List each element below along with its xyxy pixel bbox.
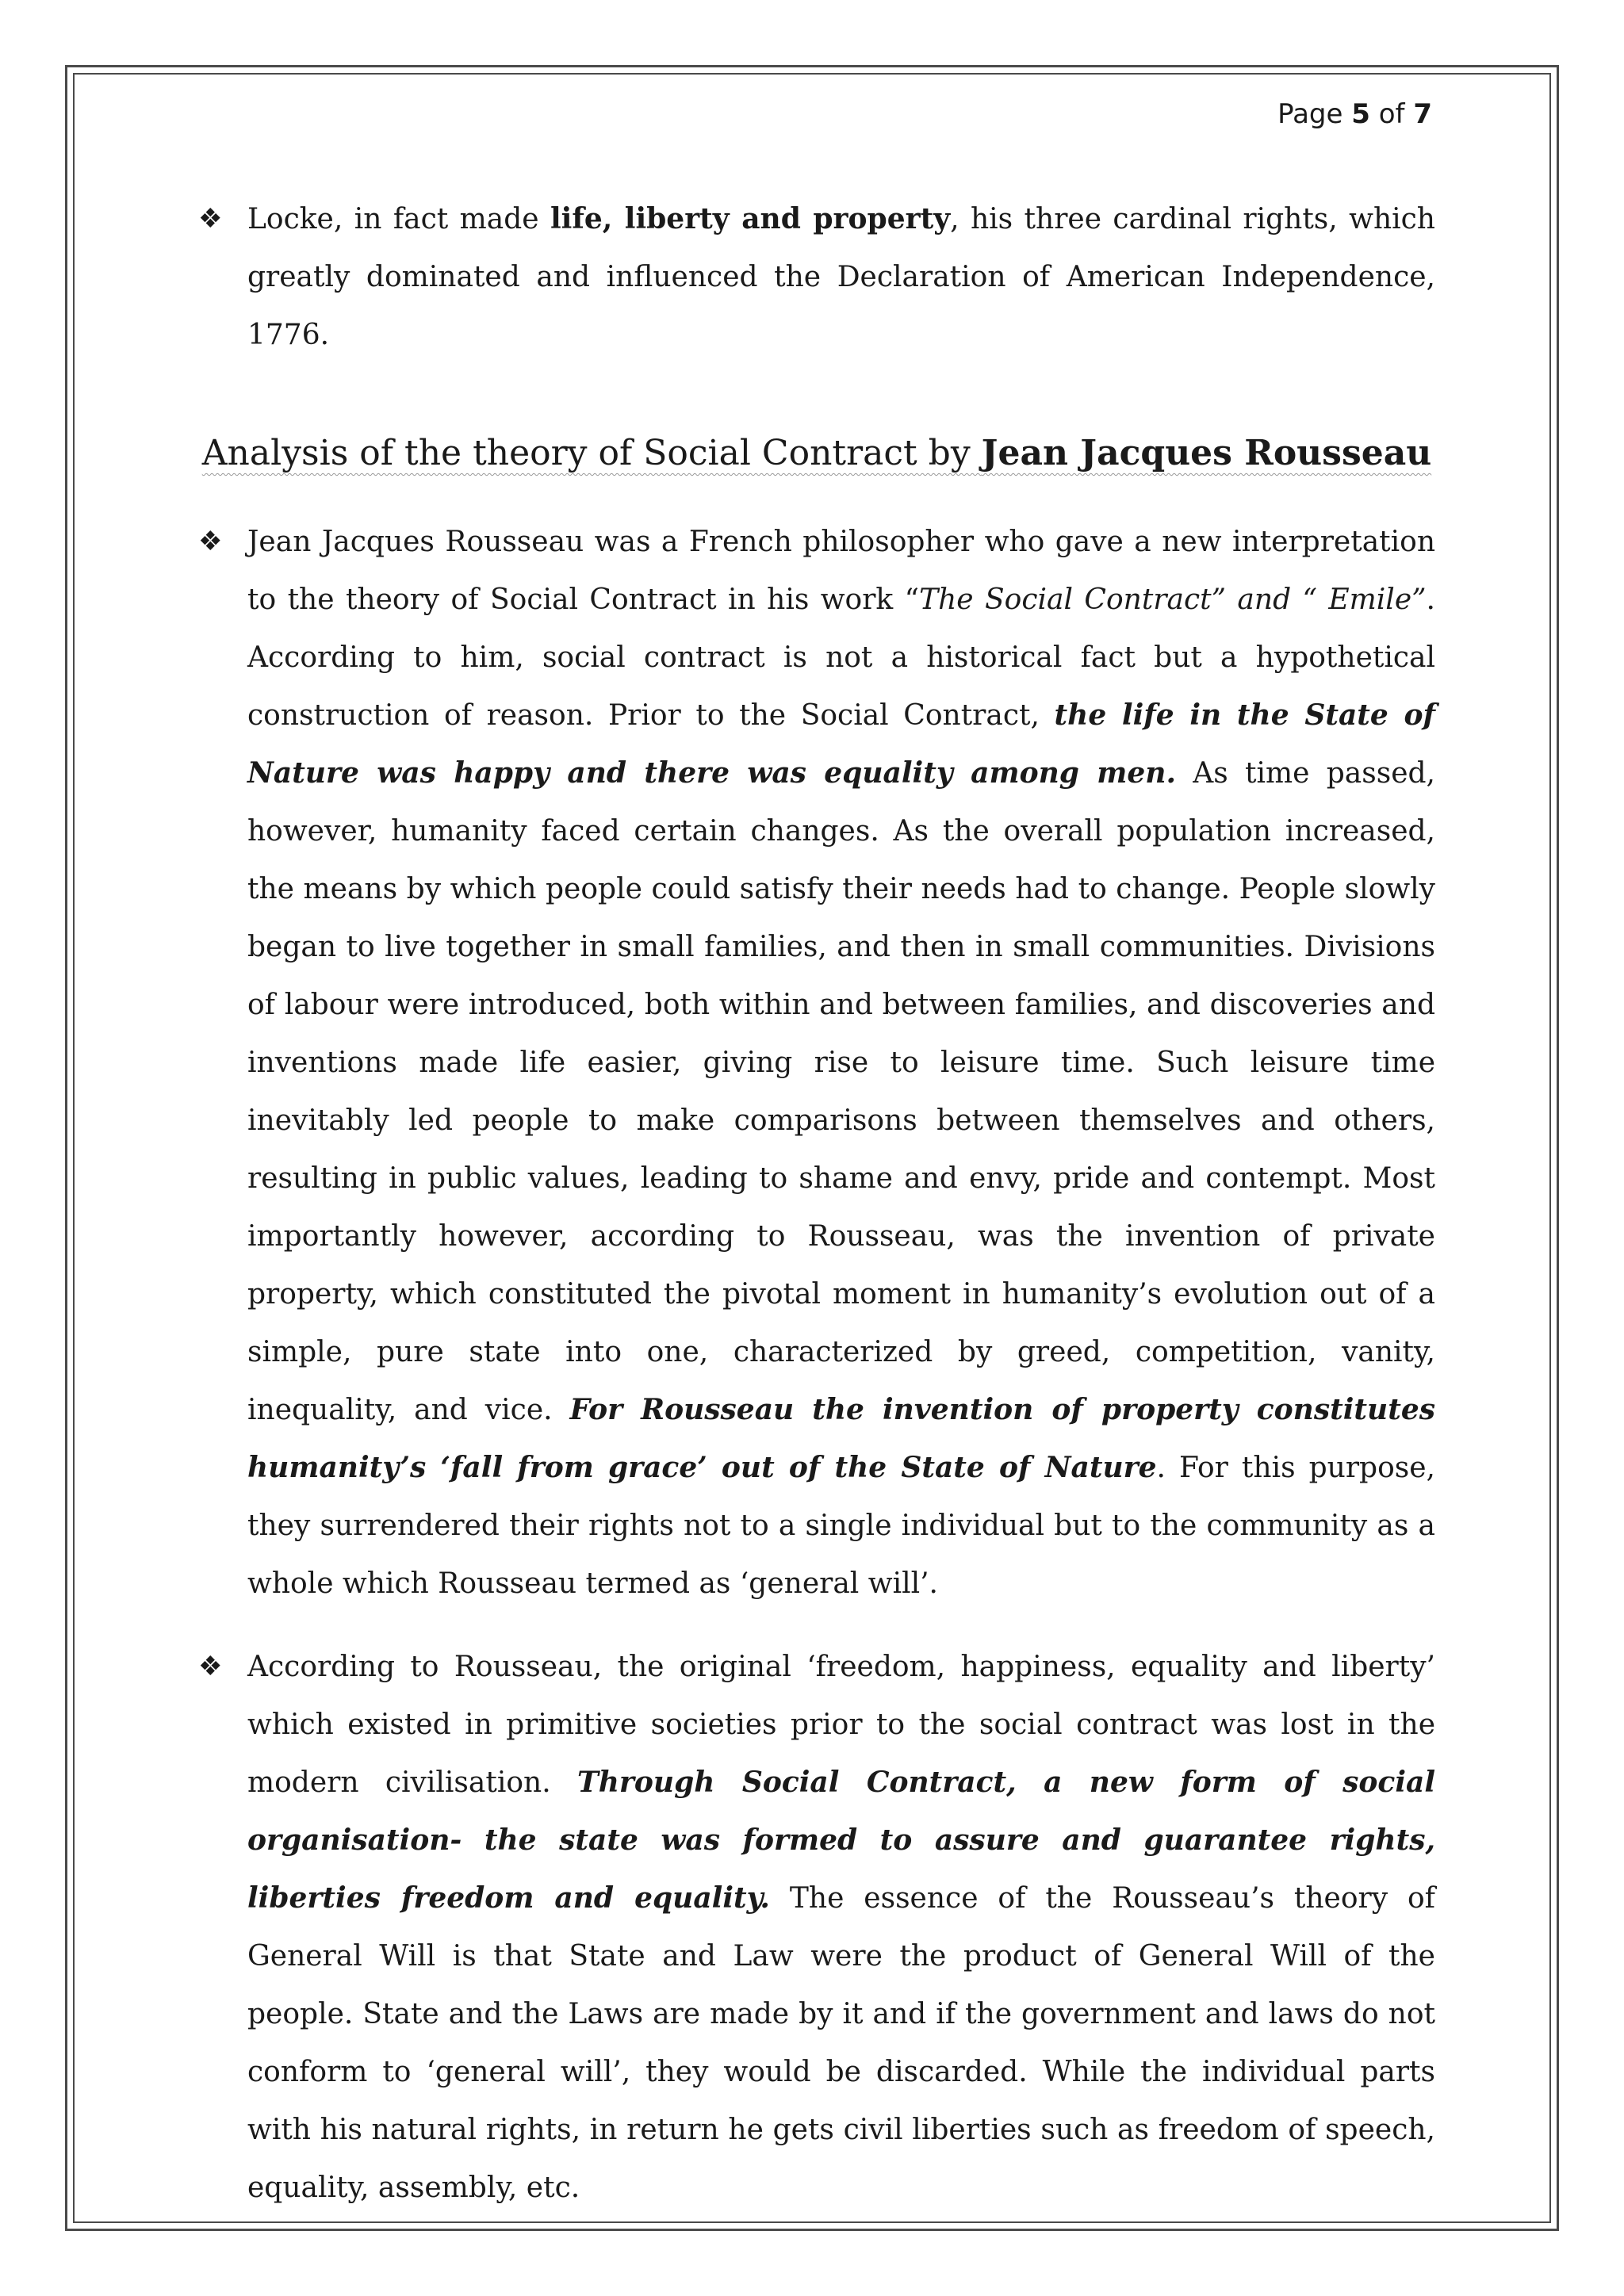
diamond-bullet-icon: ❖: [198, 1651, 223, 1682]
paragraph-bold-italic: the life in the State of Nature was happy and there was equality among men.: [247, 698, 1436, 790]
page-number: [1277, 98, 1432, 130]
page-label: Page: [1277, 98, 1343, 130]
page-total: 7: [1413, 98, 1432, 130]
heading-name: Jean Jacques Rousseau: [981, 433, 1432, 473]
paragraph-bold-italic: For Rousseau the invention of property constitutes humanity’s ‘fall from grace’ out of the State of Nature: [247, 1393, 1435, 1484]
paragraph-bold: life, liberty and property: [550, 202, 951, 235]
paragraph-text: As time passed, however, humanity faced certain changes. As the overall population increased, the means by which people could satisfy their needs had to change. People slowly began to live together in small families, and then in small communities. Divisions of labour were introduced, both within and between families, and discoveries and inventions made life easier, giving rise to leisure time. Such leisure time inevitably led people to make comparisons between themselves and others, resulting in public values, leading to shame and envy, pride and contempt. Most importantly however, according to Rousseau, was the invention of private property, which constituted the pivotal moment in humanity’s evolution out of a simple, pure state into one, characterized by greed, competition, vanity, inequality, and vice.: [247, 757, 1435, 1426]
page-current: 5: [1351, 98, 1370, 130]
paragraph-text: According to Rousseau, the original ‘freedom, happiness, equality and liberty’ which existed in primitive societies prior to the social contract was lost in the modern civilisation.: [247, 1651, 1435, 1799]
bullet-paragraph-locke: [198, 190, 1435, 364]
paragraph-text: . For this purpose, they surrendered their rights not to a single individual but to the community as a whole which Rousseau termed as ‘general will’.: [247, 1452, 1435, 1600]
diamond-bullet-icon: ❖: [198, 526, 223, 557]
bullet-paragraph-rousseau-intro: [198, 513, 1435, 1613]
paragraph-text: Jean Jacques Rousseau was a French philosopher who gave a new interpretation to the theory of Social Contract in his work “: [247, 526, 1435, 616]
bullet-paragraph-rousseau-general-will: [198, 1638, 1435, 2217]
heading-prefix: Analysis of the theory of Social Contract by: [201, 433, 982, 473]
paragraph-text: Locke, in fact made: [247, 203, 550, 235]
section-heading: [198, 426, 1435, 481]
paragraph-text: . According to him, social contract is not a historical fact but a hypothetical construction of reason. Prior to the Social Contract,: [247, 584, 1435, 732]
page-of: of: [1378, 98, 1405, 130]
paragraph-text: , his three cardinal rights, which greatly dominated and influenced the Declaration of American Independence, 1776.: [247, 203, 1435, 351]
paragraph-spacer: [198, 1613, 1435, 1638]
paragraph-italic: The Social Contract” and “ Emile”: [919, 584, 1427, 616]
paragraph-text: The essence of the Rousseau’s theory of General Will is that State and Law were the product of General Will of the people. State and the Laws are made by it and if the government and laws do not conform to ‘general will’, they would be discarded. While the individual parts with his natural rights, in return he gets civil liberties such as freedom of speech, equality, assembly, etc.: [247, 1882, 1435, 2204]
diamond-bullet-icon: ❖: [198, 203, 223, 235]
document-body: [198, 190, 1435, 2217]
paragraph-bold-italic: Through Social Contract, a new form of social organisation- the state was formed to assure and guarantee rights, liberties freedom and equality.: [247, 1766, 1435, 1915]
